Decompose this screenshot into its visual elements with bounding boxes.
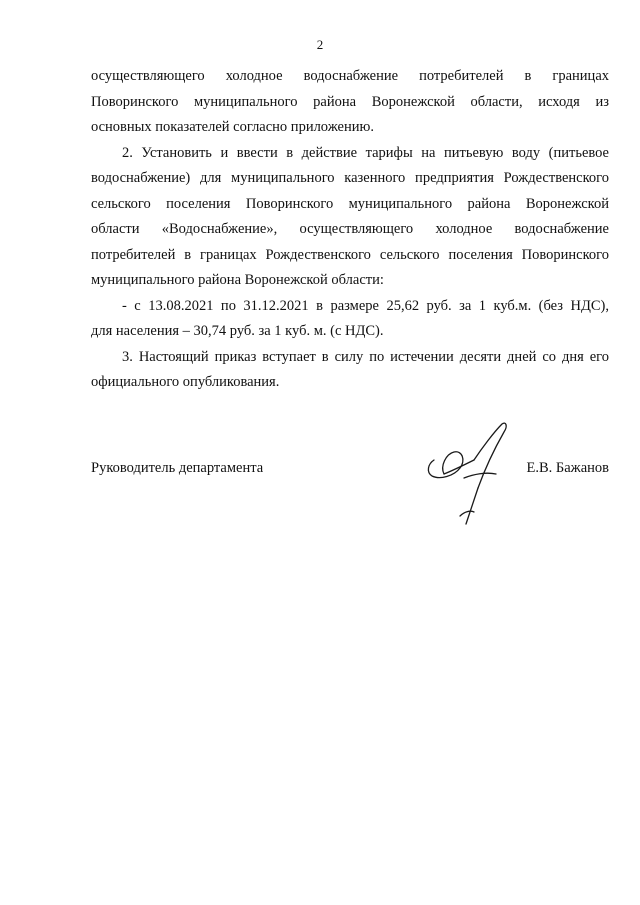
paragraph-3-line-1: - с 13.08.2021 по 31.12.2021 в размере 25,62 руб. за 1 куб.м. (без НДС), <box>122 297 609 314</box>
paragraph-1-line-1: осуществляющего холодное водоснабжение потребителей в границах <box>91 68 609 84</box>
handwritten-signature <box>420 418 520 528</box>
paragraph-2-line-1: 2. Установить и ввести в действие тарифы на питьевую воду (питьевое <box>122 144 609 161</box>
paragraph-3-line-2: для населения – 30,74 руб. за 1 куб. м. (с НДС). <box>91 323 384 339</box>
paragraph-2-line-6: муниципального района Воронежской области: <box>91 272 384 288</box>
paragraph-2-line-4: области «Водоснабжение», осуществляющего холодное водоснабжение <box>91 221 609 237</box>
paragraph-2-line-3: сельского поселения Поворинского муниципального района Воронежской <box>91 195 609 212</box>
paragraph-2-line-5: потребителей в границах Рождественского сельского поселения Поворинского <box>91 246 609 263</box>
signer-position: Руководитель департамента <box>91 460 264 476</box>
paragraph-1-line-2: Поворинского муниципального района Воронежской области, исходя из <box>91 93 609 110</box>
paragraph-1-line-3: основных показателей согласно приложению. <box>91 119 374 135</box>
paragraph-4-line-2: официального опубликования. <box>91 374 280 390</box>
paragraph-2-line-2: водоснабжение) для муниципального казенного предприятия Рождественского <box>91 170 609 186</box>
paragraph-4-line-1: 3. Настоящий приказ вступает в силу по истечении десяти дней со дня его <box>122 348 609 365</box>
document-body <box>91 64 609 396</box>
page-number: 2 <box>316 37 324 52</box>
signer-name: Е.В. Бажанов <box>526 460 609 476</box>
